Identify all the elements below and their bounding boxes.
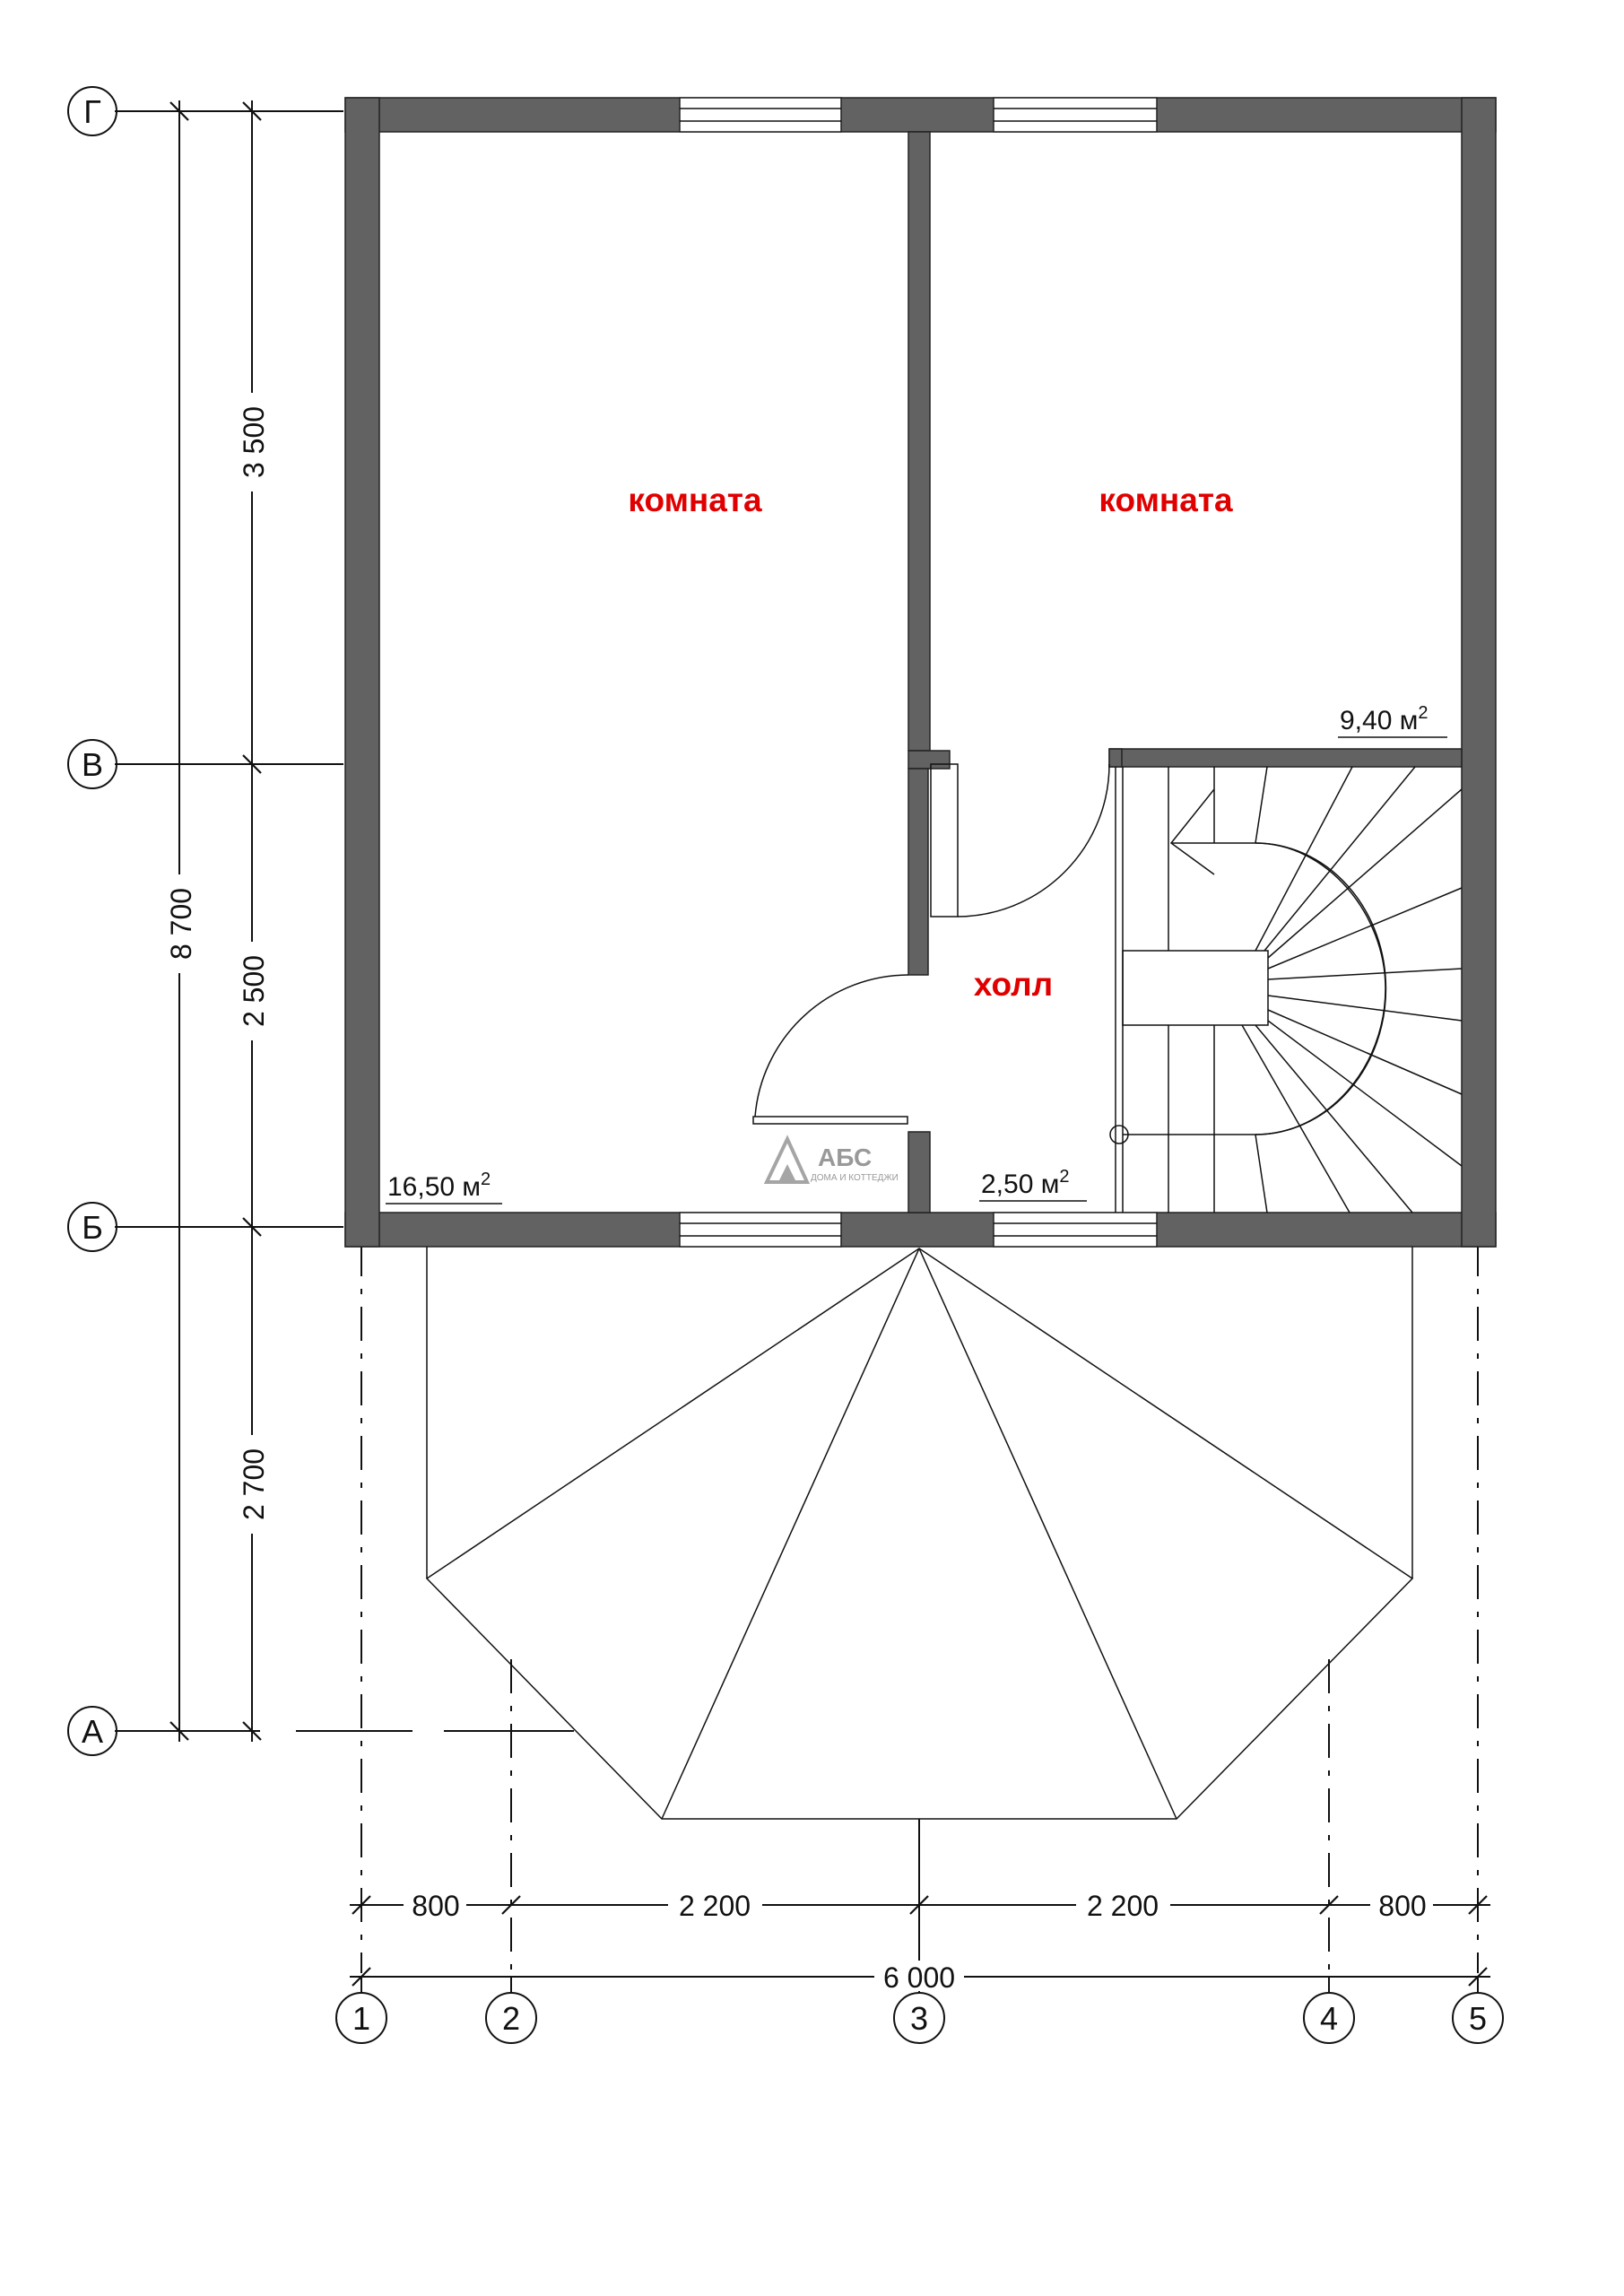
dimension-8700: 8 700 [165, 887, 197, 961]
dimension-3500: 3 500 [238, 405, 270, 479]
room-label-left: комната [628, 482, 762, 518]
svg-text:3: 3 [909, 2000, 929, 2037]
axis-marker-a [68, 1707, 117, 1755]
svg-text:16,50 м2: 16,50 $м^2$ [387, 1170, 491, 1202]
svg-text:2: 2 [501, 2000, 521, 2037]
dimension-2700: 2 700 [238, 1448, 270, 1521]
dimension-2200-left: 2 200 [678, 1890, 751, 1922]
dimension-2500: 2 500 [238, 954, 270, 1028]
area-label-right [1338, 703, 1447, 737]
svg-text:Б: Б [82, 1209, 103, 1246]
company-logo [767, 1139, 899, 1183]
logo-name: АБС [818, 1144, 873, 1171]
logo-tagline: ДОМА И КОТТЕДЖИ [811, 1173, 899, 1183]
dimension-2200-right: 2 200 [1086, 1890, 1159, 1922]
area-label-hall [979, 1167, 1087, 1201]
axis-marker-g [68, 87, 117, 135]
dimension-6000: 6 000 [882, 1961, 956, 1994]
axis-marker-3 [894, 1993, 944, 2043]
axis-marker-b [68, 1203, 117, 1251]
svg-text:А: А [81, 1713, 104, 1750]
column-axis-lines [361, 1242, 1478, 1973]
dimension-800-right: 800 [1378, 1890, 1427, 1922]
axis-marker-v [68, 740, 117, 788]
room-label-right: комната [1099, 482, 1233, 518]
staircase [1123, 767, 1462, 1213]
area-label-left [386, 1170, 502, 1204]
dimension-800-left: 800 [412, 1890, 460, 1922]
doors [753, 764, 1128, 1213]
axis-marker-4 [1304, 1993, 1354, 2043]
svg-text:9,40 м2: 9,40 $м^2$ [1340, 703, 1429, 735]
svg-text:5: 5 [1468, 2000, 1488, 2037]
svg-text:В: В [81, 746, 104, 783]
svg-text:4: 4 [1319, 2000, 1339, 2037]
svg-text:Г: Г [83, 93, 101, 130]
axis-marker-1 [336, 1993, 386, 2043]
porch-roof [427, 1242, 1412, 1819]
svg-text:2,50 м2: 2,50 $м^2$ [981, 1167, 1070, 1199]
axis-marker-5 [1453, 1993, 1503, 2043]
svg-text:1: 1 [352, 2000, 371, 2037]
walls [345, 98, 1496, 1247]
room-label-hall: холл [973, 966, 1054, 1003]
axis-marker-2 [486, 1993, 536, 2043]
